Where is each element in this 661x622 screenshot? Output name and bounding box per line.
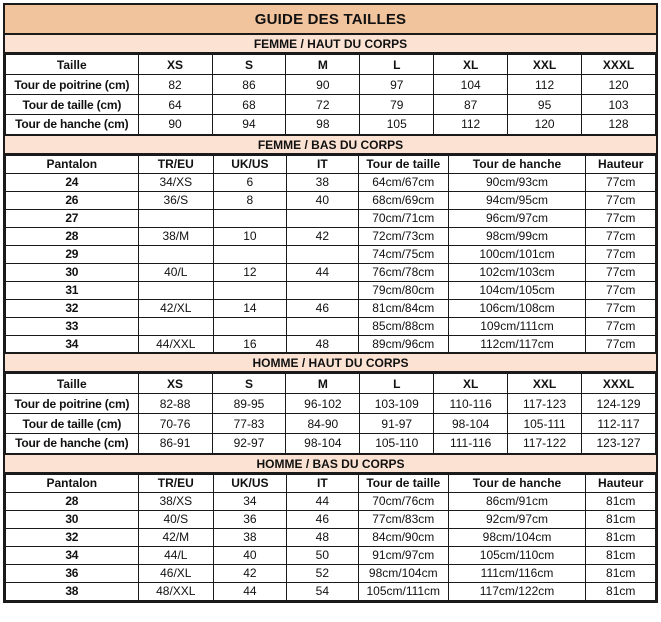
table-cell: 111cm/116cm — [448, 564, 586, 582]
row-label: 34 — [6, 335, 139, 353]
table-cell: 77cm — [586, 245, 656, 263]
table-cell: 77cm/83cm — [358, 510, 448, 528]
table-femme-haut — [5, 54, 656, 136]
table-cell: 94 — [212, 115, 286, 135]
table-cell: 44/L — [138, 546, 213, 564]
table-cell: 44 — [286, 492, 358, 510]
table-cell: 50 — [286, 546, 358, 564]
table-cell: 94cm/95cm — [448, 191, 586, 209]
table-cell: 81cm — [586, 510, 656, 528]
table-cell: 112 — [434, 115, 508, 135]
table-cell: 81cm/84cm — [358, 299, 448, 317]
table-cell: 77cm — [586, 227, 656, 245]
row-label: 30 — [6, 510, 139, 528]
table-cell: 89-95 — [212, 394, 286, 414]
table-cell: 98-104 — [286, 434, 360, 454]
table-cell: 124-129 — [582, 394, 656, 414]
table-cell: 82 — [138, 75, 212, 95]
table-cell: 98 — [286, 115, 360, 135]
column-header: IT — [286, 474, 358, 492]
table-cell: 6 — [213, 173, 286, 191]
table-cell — [286, 281, 358, 299]
table-cell: 103 — [582, 95, 656, 115]
table-cell: 96-102 — [286, 394, 360, 414]
table-cell: 98cm/104cm — [358, 564, 448, 582]
table-cell: 117-122 — [508, 434, 582, 454]
row-label: 33 — [6, 317, 139, 335]
table-cell: 70cm/76cm — [358, 492, 448, 510]
table-cell: 81cm — [586, 582, 656, 600]
table-cell: 111-116 — [434, 434, 508, 454]
column-header: TR/EU — [138, 474, 213, 492]
table-row — [6, 564, 656, 582]
table-row — [6, 191, 656, 209]
column-header: XXL — [508, 55, 582, 75]
column-header: Tour de taille — [358, 155, 448, 173]
table-cell: 12 — [213, 263, 286, 281]
column-header: Taille — [6, 374, 139, 394]
table-cell: 95 — [508, 95, 582, 115]
table-cell: 70cm/71cm — [358, 209, 448, 227]
table-cell: 48 — [286, 528, 358, 546]
row-label: 29 — [6, 245, 139, 263]
table-cell: 86-91 — [138, 434, 212, 454]
table-row — [6, 414, 656, 434]
column-header: IT — [286, 155, 358, 173]
table-cell — [286, 209, 358, 227]
table-cell: 105-110 — [360, 434, 434, 454]
section-header-femme-bas: FEMME / BAS DU CORPS — [5, 136, 656, 155]
table-row — [6, 263, 656, 281]
column-header: S — [212, 55, 286, 75]
table-row — [6, 394, 656, 414]
table-cell: 54 — [286, 582, 358, 600]
table-cell: 104 — [434, 75, 508, 95]
table-row — [6, 227, 656, 245]
column-header: L — [360, 55, 434, 75]
table-row — [6, 546, 656, 564]
column-header: Taille — [6, 55, 139, 75]
table-cell — [138, 209, 213, 227]
table-cell: 112 — [508, 75, 582, 95]
table-row — [6, 95, 656, 115]
row-label: 31 — [6, 281, 139, 299]
table-cell: 86 — [212, 75, 286, 95]
row-label: Tour de taille (cm) — [6, 95, 139, 115]
table-cell: 40 — [286, 191, 358, 209]
table-cell: 110-116 — [434, 394, 508, 414]
table-cell: 91cm/97cm — [358, 546, 448, 564]
table-cell: 72 — [286, 95, 360, 115]
table-row — [6, 245, 656, 263]
table-homme-haut — [5, 373, 656, 455]
table-cell: 34/XS — [138, 173, 213, 191]
table-cell: 77cm — [586, 299, 656, 317]
table-row — [6, 209, 656, 227]
column-header: Tour de hanche — [448, 474, 586, 492]
table-cell: 92-97 — [212, 434, 286, 454]
column-header: UK/US — [213, 474, 286, 492]
table-cell: 100cm/101cm — [448, 245, 586, 263]
row-label: 38 — [6, 582, 139, 600]
table-cell — [138, 245, 213, 263]
table-cell: 120 — [582, 75, 656, 95]
column-header: M — [286, 55, 360, 75]
table-row — [6, 75, 656, 95]
table-cell: 128 — [582, 115, 656, 135]
table-cell: 92cm/97cm — [448, 510, 586, 528]
table-cell: 81cm — [586, 564, 656, 582]
row-label: 32 — [6, 528, 139, 546]
table-cell: 77cm — [586, 335, 656, 353]
table-cell: 112cm/117cm — [448, 335, 586, 353]
table-cell: 36 — [213, 510, 286, 528]
row-label: 36 — [6, 564, 139, 582]
size-guide-sheet — [3, 3, 658, 603]
table-cell: 42 — [286, 227, 358, 245]
table-cell — [213, 209, 286, 227]
column-header: XS — [138, 55, 212, 75]
table-cell: 38/XS — [138, 492, 213, 510]
row-label: 24 — [6, 173, 139, 191]
table-header-row — [6, 474, 656, 492]
table-row — [6, 582, 656, 600]
table-cell: 84-90 — [286, 414, 360, 434]
table-cell: 48 — [286, 335, 358, 353]
table-cell — [286, 317, 358, 335]
table-cell — [138, 317, 213, 335]
column-header: XXXL — [582, 374, 656, 394]
table-cell: 40/L — [138, 263, 213, 281]
table-cell: 64 — [138, 95, 212, 115]
table-row — [6, 492, 656, 510]
section-header-femme-haut: FEMME / HAUT DU CORPS — [5, 35, 656, 54]
row-label: 34 — [6, 546, 139, 564]
table-cell: 44 — [286, 263, 358, 281]
column-header: Tour de taille — [358, 474, 448, 492]
table-row — [6, 317, 656, 335]
table-cell: 106cm/108cm — [448, 299, 586, 317]
table-cell: 40 — [213, 546, 286, 564]
table-cell: 46/XL — [138, 564, 213, 582]
table-cell: 84cm/90cm — [358, 528, 448, 546]
table-cell — [213, 317, 286, 335]
column-header: S — [212, 374, 286, 394]
row-label: 27 — [6, 209, 139, 227]
row-label: 28 — [6, 492, 139, 510]
row-label: 30 — [6, 263, 139, 281]
table-cell: 72cm/73cm — [358, 227, 448, 245]
table-row — [6, 299, 656, 317]
table-cell: 42 — [213, 564, 286, 582]
table-row — [6, 510, 656, 528]
table-cell: 81cm — [586, 528, 656, 546]
table-cell: 38 — [213, 528, 286, 546]
column-header: Pantalon — [6, 474, 139, 492]
column-header: Hauteur — [586, 474, 656, 492]
column-header: XS — [138, 374, 212, 394]
table-cell: 64cm/67cm — [358, 173, 448, 191]
row-label: 28 — [6, 227, 139, 245]
table-row — [6, 434, 656, 454]
table-cell: 34 — [213, 492, 286, 510]
table-cell: 112-117 — [582, 414, 656, 434]
column-header: XL — [434, 55, 508, 75]
table-cell: 36/S — [138, 191, 213, 209]
table-cell: 77-83 — [212, 414, 286, 434]
table-row — [6, 173, 656, 191]
table-cell: 90 — [286, 75, 360, 95]
row-label: Tour de poitrine (cm) — [6, 75, 139, 95]
table-cell: 103-109 — [360, 394, 434, 414]
table-cell: 77cm — [586, 209, 656, 227]
table-header-row — [6, 55, 656, 75]
table-cell: 42/XL — [138, 299, 213, 317]
table-cell: 46 — [286, 510, 358, 528]
row-label: 26 — [6, 191, 139, 209]
table-homme-bas — [5, 474, 656, 601]
table-cell: 104cm/105cm — [448, 281, 586, 299]
table-cell: 120 — [508, 115, 582, 135]
table-cell: 85cm/88cm — [358, 317, 448, 335]
table-cell: 81cm — [586, 546, 656, 564]
table-cell: 8 — [213, 191, 286, 209]
table-cell: 38 — [286, 173, 358, 191]
table-cell: 77cm — [586, 191, 656, 209]
table-cell: 98-104 — [434, 414, 508, 434]
table-cell: 102cm/103cm — [448, 263, 586, 281]
column-header: L — [360, 374, 434, 394]
table-header-row — [6, 374, 656, 394]
column-header: XXL — [508, 374, 582, 394]
table-cell: 14 — [213, 299, 286, 317]
row-label: 32 — [6, 299, 139, 317]
column-header: XXXL — [582, 55, 656, 75]
column-header: UK/US — [213, 155, 286, 173]
table-cell: 52 — [286, 564, 358, 582]
table-cell: 79cm/80cm — [358, 281, 448, 299]
table-cell: 105-111 — [508, 414, 582, 434]
table-cell — [286, 245, 358, 263]
table-cell: 16 — [213, 335, 286, 353]
table-cell: 70-76 — [138, 414, 212, 434]
table-cell: 77cm — [586, 173, 656, 191]
table-row — [6, 281, 656, 299]
table-cell: 91-97 — [360, 414, 434, 434]
table-cell: 90cm/93cm — [448, 173, 586, 191]
table-cell: 76cm/78cm — [358, 263, 448, 281]
table-cell: 44/XXL — [138, 335, 213, 353]
table-cell: 77cm — [586, 317, 656, 335]
table-cell: 87 — [434, 95, 508, 115]
column-header: Tour de hanche — [448, 155, 586, 173]
section-header-homme-haut: HOMME / HAUT DU CORPS — [5, 354, 656, 373]
table-cell — [213, 245, 286, 263]
table-row — [6, 335, 656, 353]
table-cell: 90 — [138, 115, 212, 135]
table-cell: 109cm/111cm — [448, 317, 586, 335]
table-femme-bas — [5, 155, 656, 355]
page-title: GUIDE DES TAILLES — [5, 5, 656, 35]
table-cell: 68 — [212, 95, 286, 115]
table-cell: 89cm/96cm — [358, 335, 448, 353]
table-cell: 97 — [360, 75, 434, 95]
table-cell: 74cm/75cm — [358, 245, 448, 263]
section-header-homme-bas: HOMME / BAS DU CORPS — [5, 455, 656, 474]
column-header: XL — [434, 374, 508, 394]
table-cell: 48/XXL — [138, 582, 213, 600]
table-cell: 98cm/104cm — [448, 528, 586, 546]
column-header: TR/EU — [138, 155, 213, 173]
table-cell: 96cm/97cm — [448, 209, 586, 227]
table-row — [6, 528, 656, 546]
table-cell: 10 — [213, 227, 286, 245]
row-label: Tour de poitrine (cm) — [6, 394, 139, 414]
table-cell: 77cm — [586, 263, 656, 281]
table-header-row — [6, 155, 656, 173]
row-label: Tour de hanche (cm) — [6, 115, 139, 135]
column-header: Hauteur — [586, 155, 656, 173]
table-cell: 38/M — [138, 227, 213, 245]
table-cell: 86cm/91cm — [448, 492, 586, 510]
table-cell: 68cm/69cm — [358, 191, 448, 209]
table-cell: 46 — [286, 299, 358, 317]
table-cell: 123-127 — [582, 434, 656, 454]
table-cell: 79 — [360, 95, 434, 115]
row-label: Tour de taille (cm) — [6, 414, 139, 434]
table-cell: 105 — [360, 115, 434, 135]
table-cell: 105cm/111cm — [358, 582, 448, 600]
table-cell: 98cm/99cm — [448, 227, 586, 245]
table-cell: 44 — [213, 582, 286, 600]
table-cell — [138, 281, 213, 299]
table-cell: 117-123 — [508, 394, 582, 414]
table-row — [6, 115, 656, 135]
column-header: M — [286, 374, 360, 394]
table-cell: 40/S — [138, 510, 213, 528]
table-cell: 77cm — [586, 281, 656, 299]
table-cell: 117cm/122cm — [448, 582, 586, 600]
table-cell: 82-88 — [138, 394, 212, 414]
column-header: Pantalon — [6, 155, 139, 173]
table-cell: 42/M — [138, 528, 213, 546]
table-cell — [213, 281, 286, 299]
row-label: Tour de hanche (cm) — [6, 434, 139, 454]
table-cell: 81cm — [586, 492, 656, 510]
table-cell: 105cm/110cm — [448, 546, 586, 564]
